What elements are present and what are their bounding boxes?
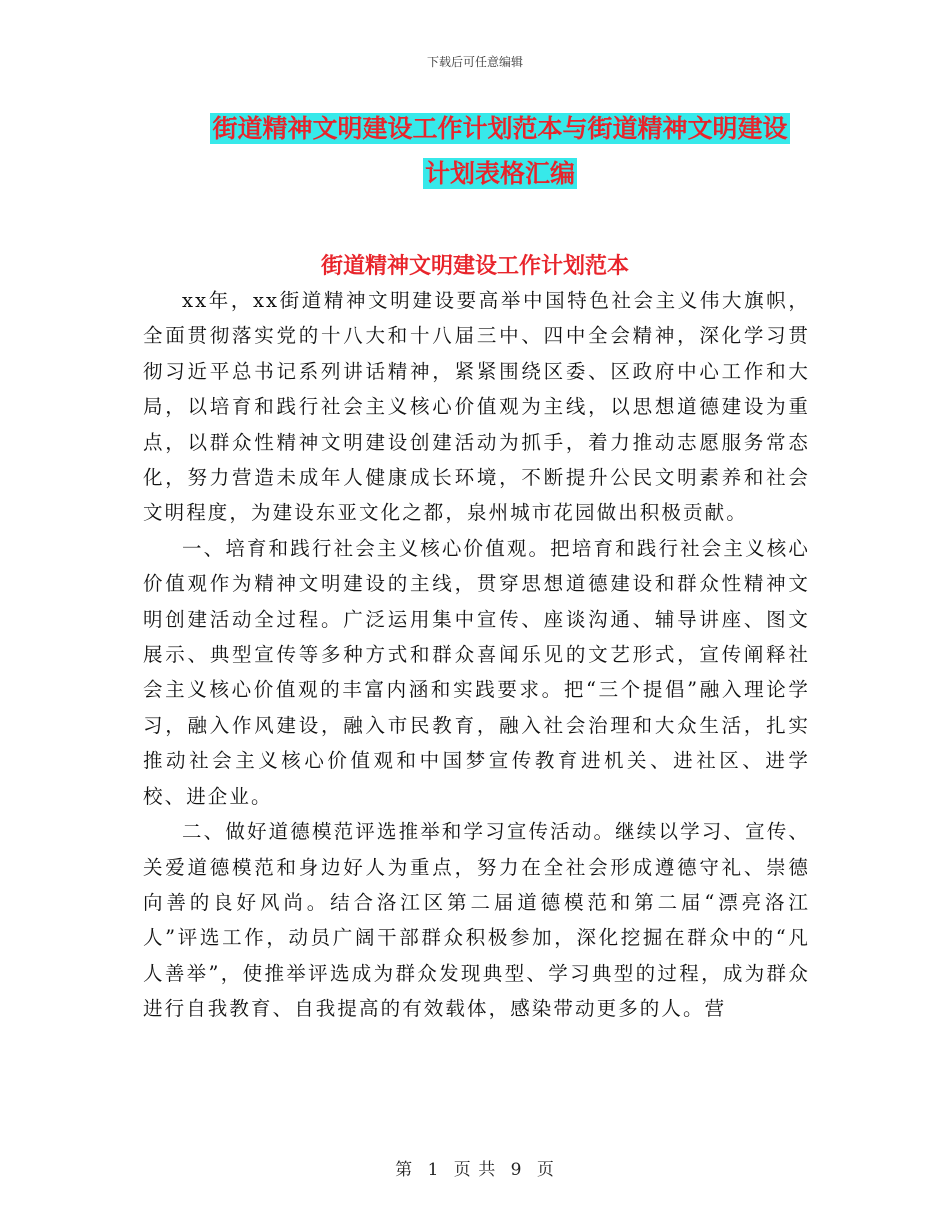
paragraph-core-values: 一、培育和践行社会主义核心价值观。把培育和践行社会主义核心价值观作为精神文明建设的主线，贯穿思想道德建设和群众性精神文明创建活动全过程。广泛运用集中宣传、座谈沟通、辅导讲座、图文展示、典型宣传等多种方式和群众喜闻乐见的文艺形式，宣传阐释社会主义核心价值观的丰富内涵和实践要求。把“三个提倡”融入理论学习，融入作风建设，融入市民教育，融入社会治理和大众生活，扎实推动社会主义核心价值观和中国梦宣传教育进机关、进社区、进学校、进企业。 — [143, 536, 810, 808]
footer-middle: 页 共 — [453, 1160, 497, 1180]
document-title-line2: 计划表格汇编 — [424, 159, 575, 188]
footer-total-pages: 9 — [510, 1160, 523, 1180]
document-body — [143, 261, 810, 1027]
document-title-line1: 街道精神文明建设工作计划范本与街道精神文明建设 — [212, 114, 788, 143]
section-title: 街道精神文明建设工作计划范本 — [320, 254, 629, 279]
footer-page-number: 1 — [427, 1160, 440, 1180]
page-footer — [0, 1155, 950, 1180]
paragraph-moral-models: 二、做好道德模范评选推举和学习宣传活动。继续以学习、宣传、关爱道德模范和身边好人为重点，努力在全社会形成遵德守礼、崇德向善的良好风尚。结合洛江区第二届道德模范和第二届“漂亮洛江人”评选工作，动员广阔干部群众积极参加，深化挖掘在群众中的“凡人善举”，使推举评选成为群众发现典型、学习典型的过程，成为群众进行自我教育、自我提高的有效载体，感染带动更多的人。营 — [143, 820, 810, 1021]
document-title — [150, 106, 850, 196]
header-note: 下载后可任意编辑 — [426, 55, 523, 69]
footer-prefix: 第 — [395, 1160, 414, 1180]
footer-suffix: 页 — [536, 1160, 555, 1180]
paragraph-intro: xx年，xx街道精神文明建设要高举中国特色社会主义伟大旗帜，全面贯彻落实党的十八大和十八届三中、四中全会精神，深化学习贯彻习近平总书记系列讲话精神，紧紧围绕区委、区政府中心工作和大局，以培育和践行社会主义核心价值观为主线，以思想道德建设为重点，以群众性精神文明建设创建活动为抓手，着力推动志愿服务常态化，努力营造未成年人健康成长环境，不断提升公民文明素养和社会文明程度，为建设东亚文化之都，泉州城市花园做出积极贡献。 — [143, 289, 810, 525]
